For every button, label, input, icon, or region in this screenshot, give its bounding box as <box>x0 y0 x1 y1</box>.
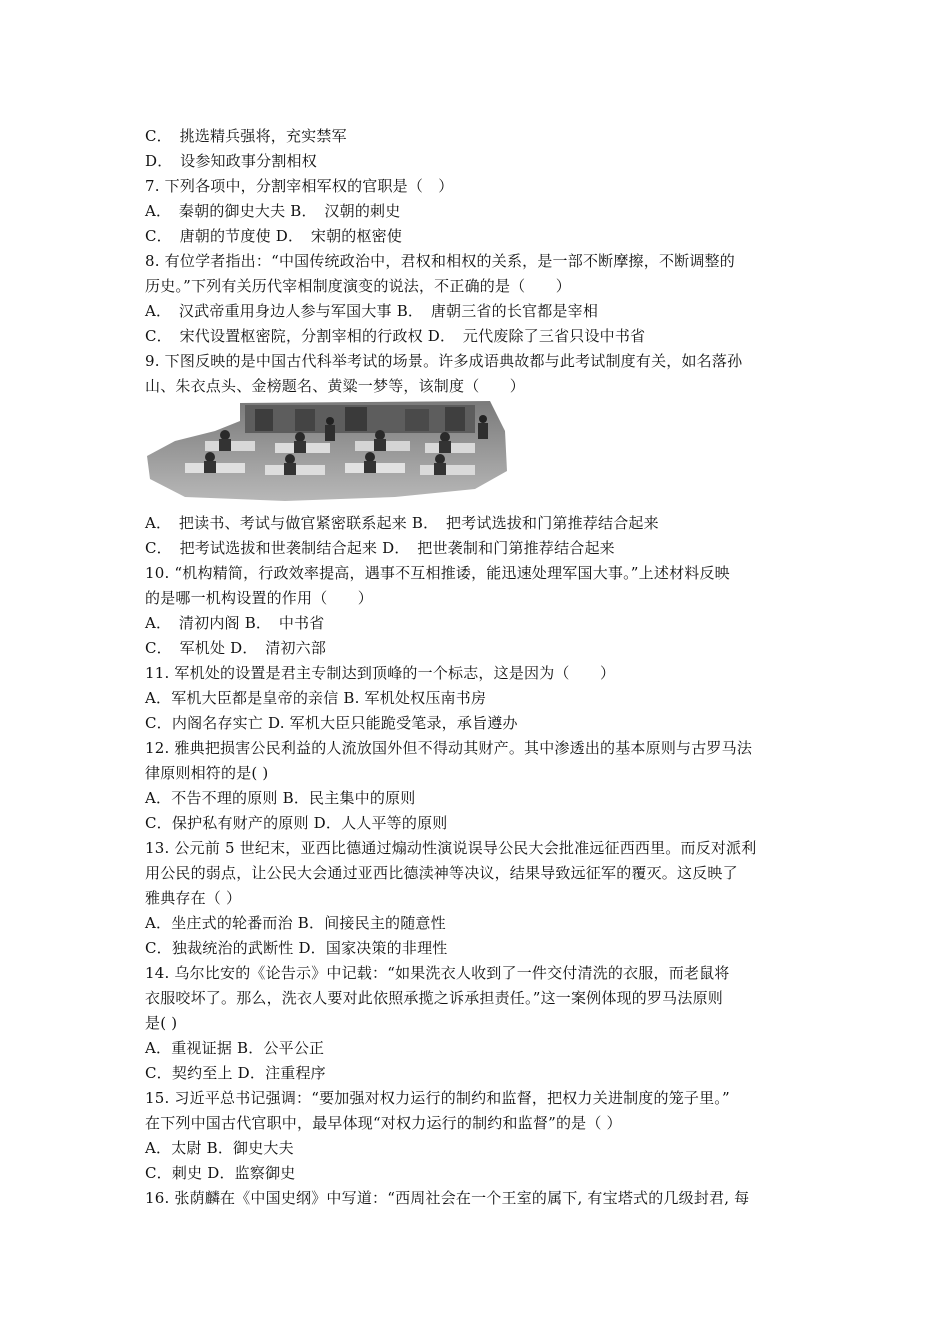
text-line: 山、朱衣点头、金榜题名、黄粱一梦等，该制度（ ） <box>145 377 526 395</box>
text-line: C．契约至上 D．注重程序 <box>145 1064 326 1082</box>
text-line: 雅典存在（ ） <box>145 889 242 907</box>
imperial-exam-scene-image <box>145 401 510 503</box>
text-line: C． 挑选精兵强将，充实禁军 <box>145 127 347 145</box>
exam-page <box>145 124 815 1211</box>
text-line: 是( ) <box>145 1014 178 1032</box>
text-line: 14. 乌尔比安的《论告示》中记载：“如果洗衣人收到了一件交付清洗的衣服，而老鼠将 <box>145 964 730 982</box>
text-line: 13. 公元前 5 世纪末，亚西比德通过煽动性演说误导公民大会批准远征西西里。而反对派利 <box>145 839 757 857</box>
text-line: 12. 雅典把损害公民利益的人流放国外但不得动其财产。其中渗透出的基本原则与古罗马法 <box>145 739 753 757</box>
text-line: C． 宋代设置枢密院，分割宰相的行政权 D． 元代废除了三省只设中书省 <box>145 327 646 345</box>
text-line: C．内阁名存实亡 D. 军机大臣只能跪受笔录，承旨遵办 <box>145 714 518 732</box>
text-line: A．坐庄式的轮番而治 B．间接民主的随意性 <box>145 914 446 932</box>
text-line: A． 清初内阁 B． 中书省 <box>145 614 325 632</box>
text-line: 9. 下图反映的是中国古代科举考试的场景。许多成语典故都与此考试制度有关，如名落孙 <box>145 352 743 370</box>
text-line: 历史。”下列有关历代宰相制度演变的说法，不正确的是（ ） <box>145 277 571 295</box>
text-line: 11. 军机处的设置是君主专制达到顶峰的一个标志，这是因为（ ） <box>145 664 616 682</box>
text-line: 律原则相符的是( ) <box>145 764 269 782</box>
text-line: 15. 习近平总书记强调：“要加强对权力运行的制约和监督，把权力关进制度的笼子里。” <box>145 1089 730 1107</box>
text-line: C． 军机处 D． 清初六部 <box>145 639 327 657</box>
text-line: C． 唐朝的节度使 D． 宋朝的枢密使 <box>145 227 403 245</box>
text-line: A． 汉武帝重用身边人参与军国大事 B． 唐朝三省的长官都是宰相 <box>145 302 599 320</box>
questions-before-image <box>145 124 815 399</box>
text-line: 10. “机构精简，行政效率提高，遇事不互相推诿，能迅速处理军国大事。”上述材料反映 <box>145 564 730 582</box>
text-line: A．重视证据 B．公平公正 <box>145 1039 325 1057</box>
questions-after-image <box>145 511 815 1211</box>
text-line: 的是哪一机构设置的作用（ ） <box>145 589 374 607</box>
text-line: 16. 张荫麟在《中国史纲》中写道：“西周社会在一个王室的属下, 有宝塔式的几级封君, 每 <box>145 1189 750 1207</box>
text-line: C． 把考试选拔和世袭制结合起来 D． 把世袭制和门第推荐结合起来 <box>145 539 615 557</box>
text-line: 用公民的弱点，让公民大会通过亚西比德渎神等决议，结果导致远征军的覆灭。这反映了 <box>145 864 738 882</box>
text-line: A．不告不理的原则 B．民主集中的原则 <box>145 789 416 807</box>
text-line: 在下列中国古代官职中，最早体现“对权力运行的制约和监督”的是（ ） <box>145 1114 622 1132</box>
text-line: C．刺史 D．监察御史 <box>145 1164 296 1182</box>
text-line: C．独裁统治的武断性 D．国家决策的非理性 <box>145 939 448 957</box>
text-line: A．太尉 B．御史大夫 <box>145 1139 294 1157</box>
text-line: A． 把读书、考试与做官紧密联系起来 B． 把考试选拔和门第推荐结合起来 <box>145 514 659 532</box>
text-line: 衣服咬坏了。那么，洗衣人要对此依照承揽之诉承担责任。”这一案例体现的罗马法原则 <box>145 989 723 1007</box>
text-line: C．保护私有财产的原则 D．人人平等的原则 <box>145 814 448 832</box>
text-line: D． 设参知政事分割相权 <box>145 152 317 170</box>
text-line: 8. 有位学者指出：“中国传统政治中，君权和相权的关系，是一部不断摩擦，不断调整的 <box>145 252 735 270</box>
text-line: 7. 下列各项中，分割宰相军权的官职是（ ） <box>145 177 454 195</box>
text-line: A． 秦朝的御史大夫 B． 汉朝的刺史 <box>145 202 401 220</box>
text-line: A．军机大臣都是皇帝的亲信 B. 军机处权压南书房 <box>145 689 487 707</box>
